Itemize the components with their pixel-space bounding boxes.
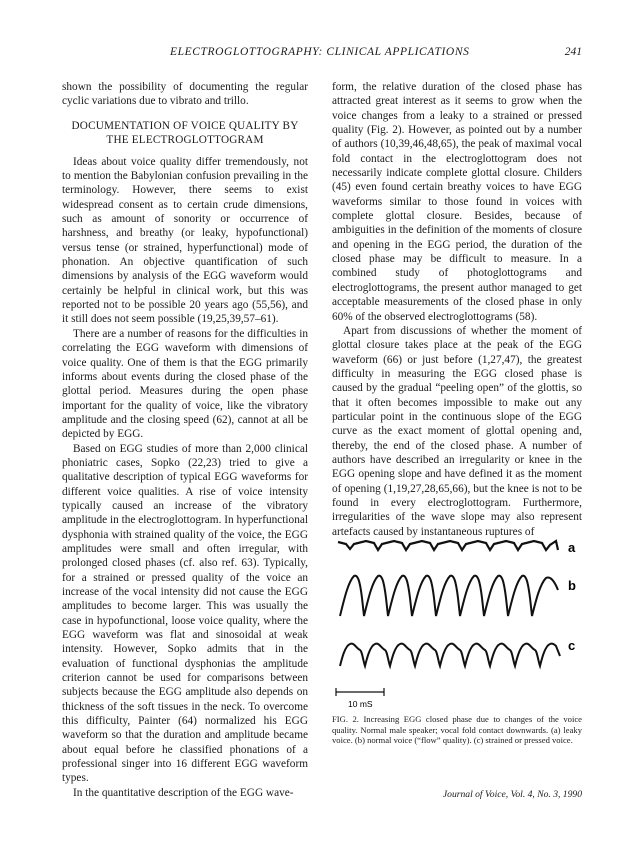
paragraph: There are a number of reasons for the difficulties in correlating the EGG waveform with dimensions of voice quality. One of them is that the EGG primarily informs about events during the closed phase of the glottal period. Measures during the open phase important for the quality of voice, like the vibratory amplitude and the closing speed (62), cannot at all be depicted by EGG. — [62, 327, 308, 441]
waveform-b — [340, 576, 558, 616]
running-header — [62, 46, 582, 62]
paragraph: form, the relative duration of the closed phase has attracted great interest as it seems to grow when the voice changes from a leaky to a strained or pressed quality (Fig. 2). However, as pointed out by a number of authors (10,39,46,48,65), the peak of maximal vocal fold contact in the electroglottogram does not necessarily indicate complete glottal closure. Childers (45) even found certain breathy voices to have EGG waveforms similar to those found in voices with complete glottal closure. Besides, because of ambiguities in the definition of the moments of closure and opening in the EGG period, the duration of the closed phase may be difficult to measure. In a combined study of photoglottograms and electroglottograms, the present author managed to get acceptable measurements of the closed phase in only 60% of the observed electroglottograms (58). — [332, 81, 582, 323]
paragraph: In the quantitative description of the EGG wave- — [73, 786, 294, 799]
waveform-label-a: a — [568, 540, 576, 555]
section-heading: DOCUMENTATION OF VOICE QUALITY BY THE ELECTROGLOTTOGRAM — [71, 119, 299, 146]
paragraph: Ideas about voice quality differ tremendously, not to mention the Babylonian confusion prevailing in the terminology. However, there seems to exist widespread consent as to certain crude dimensions, such as amount of sonority or occurrence of harshness, and breathy (or leaky, hypofunctional) versus tense (or strained, hyperfunctional) mode of phonation. An objective quantification of such dimensions by analysis of the EGG waveform would certainly be helpful in clinical work, but this was reported not to be possible 20 years ago (55,56), and it still does not seem possible (19,25,39,57–61). — [62, 155, 308, 326]
egg-waveform-plot — [332, 520, 582, 715]
left-column — [62, 80, 308, 800]
figure-caption: FIG. 2. Increasing EGG closed phase due to changes of the voice quality. Normal male speaker; vocal fold contact downwards. (a) leaky voice. (b) normal voice (“flow” quality). (c) strained or pressed voice. — [332, 714, 582, 746]
waveform-a — [338, 541, 558, 550]
paragraph: Based on EGG studies of more than 2,000 clinical phoniatric cases, Sopko (22,23) tried to give a qualitative description of typical EGG waveforms for different voice qualities. A rise of voice intensity typically caused an increase of the vibratory amplitude in the electroglottogram. In hyperfunctional dysphonia with strained quality of the voice, the EGG amplitudes were small and often irregular, with prolonged closed phases (cf. also ref. 63). Typically, for a strained or pressed quality of the voice an increase of the vocal intensity did not cause the EGG amplitudes to become larger. This was usually the case in hypofunctional, loose voice quality, where the EGG waveform was flat and sinosoidal at weak intensity. However, Sopko admits that in the evaluation of functional dysphonias the amplitude criterion cannot be used for comparisons between subjects because the EGG amplitude also depends on thickness of the soft tissues in the neck. To overcome this difficulty, Painter (64) normalized his EGG waveform so that the duration and amplitude became about equal before he classified phonations of a professional singer into 16 different EGG waveform types. — [62, 442, 308, 785]
right-column — [332, 80, 582, 539]
paragraph: Apart from discussions of whether the moment of glottal closure takes place at the peak of the EGG waveform (66) or just before (1,27,47), the greatest difficulty in measuring the EGG closed phase is caused by the gradual “peeling open” of the glottis, so that it often becomes impossible to make out any particular point in the continuous slope of the EGG curve as the exact moment of glottal opening and, thereby, the end of the closed phase. A number of authors have described an irregularity or knee in the EGG opening slope and have defined it as the moment of opening (1,19,27,28,65,66), but the knee is not to be found in every electroglottogram. Furthermore, irregularities of the wave slope may also represent artefacts caused by instantaneous ruptures of — [332, 324, 582, 538]
waveform-c — [340, 644, 560, 666]
scale-bar-label: 10 mS — [348, 699, 373, 709]
paragraph: shown the possibility of documenting the regular cyclic variations due to vibrato and trillo. — [62, 81, 308, 108]
page-number: 241 — [564, 46, 582, 58]
waveform-label-c: c — [568, 638, 576, 653]
waveform-label-b: b — [568, 578, 576, 593]
journal-footer: Journal of Voice, Vol. 4, No. 3, 1990 — [442, 789, 582, 800]
running-title: ELECTROGLOTTOGRAPHY: CLINICAL APPLICATIONS — [170, 46, 470, 58]
